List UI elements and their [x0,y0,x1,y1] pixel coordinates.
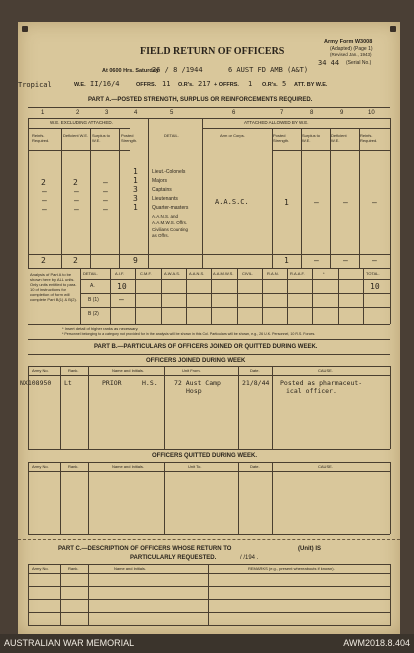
rule [164,462,165,534]
header-detail: DETAIL. [164,133,179,138]
rule [262,268,263,324]
posted-strength-value: 1 [133,176,138,185]
ors-attached-count: 5 [282,80,287,88]
total-reinfs-attached: – [372,256,377,265]
joined-col-unit-from: Unit From. [182,368,201,373]
rule [272,366,273,449]
rule [28,118,29,268]
footnote-personnel-category: * Personnel belonging to a category not provided for in the analysis will be shown in this Col. Particulars will be shown, e.g., 26 U.K. Personnel, 10 R.S. Forces. [62,332,316,336]
header-surplus-we: Surplus to W.E. [92,133,111,143]
rule [359,128,360,268]
total-surplus-attached: – [314,256,319,265]
rule [90,128,91,268]
rule [238,366,239,449]
rule [60,564,61,626]
joined-col-army-no: Army No. [32,368,49,373]
rule [28,254,390,255]
analysis-col-ran: R.A.N. [267,271,279,276]
arm-or-corps-value: A.A.S.C. [215,198,249,206]
detail-as-offrs: as Offrs. [152,233,169,238]
posted-strength-value: 1 [133,167,138,176]
analysis-col-civil: CIVIL. [242,271,254,276]
reinfs-required-value: – [42,205,47,214]
part-c-unit-is: (Unit) IS [298,546,321,552]
rule [390,268,391,324]
surplus-we-value: – [103,178,108,187]
analysis-row-b2: B (2) [88,311,99,317]
col-number-7: 7 [280,110,284,116]
joined-cause-cont: ical officer. [286,387,337,395]
offrs-label: OFFRS. [136,82,157,88]
analysis-col-aif: A.I.F. [115,271,125,276]
header-deficient-we: Deficient W.E. [63,133,89,138]
reinfs-required-value: – [42,187,47,196]
surplus-we-value: – [103,187,108,196]
analysis-note: Analysis of Part A to be shown here by ALL units. Only units entitled to para. 10 of instructions for completion of form will complete Part B(1) & B(2). [30,272,77,302]
rule [28,462,390,463]
adapted-note: (Adapted) (Page 1) [330,46,373,52]
rule [28,599,390,600]
rule [28,534,390,535]
analysis-col-cmf: C.M.F. [140,271,152,276]
detail-aans: A.A.N.S. and [152,214,179,219]
reinfs-required-value: 2 [41,178,46,187]
rule [61,128,62,268]
rule [390,118,391,268]
rule [164,366,165,449]
offrs-attached-label: + OFFRS. [214,82,239,88]
detail-majors: Majors [152,178,168,184]
analysis-col-aamws: A.A.M.W.S. [213,271,234,276]
offrs-attached-count: 1 [248,80,253,88]
detail-aamws: A.A.M.W.S. Offrs. [152,220,188,225]
header-posted-strength: Posted Strength. [121,133,138,143]
deficient-we-value: – [74,187,79,196]
rule [135,268,136,324]
analysis-col-total: TOTAL. [366,271,380,276]
quitted-title: OFFICERS QUITTED DURING WEEK. [152,453,257,459]
col-number-6: 6 [232,110,236,116]
serial-number-value: 34 44 [318,59,340,67]
posted-strength-attached-value: 1 [284,198,289,207]
part-c-heading: PART C.—DESCRIPTION OF OFFICERS WHOSE RETURN TO [58,546,232,552]
rule [28,471,390,472]
header-reinfs-required: Reinfs. Required. [32,133,50,143]
rule [28,612,390,613]
rule [338,268,339,324]
part-b-heading: PART B.—PARTICULARS OF OFFICERS JOINED OR QUITTED DURING WEEK. [94,344,318,350]
analysis-col-aans: A.A.N.S. [189,271,205,276]
att-by-we-label: ATT. BY W.E. [294,82,328,88]
analysis-row-a: A. [90,283,95,289]
analysis-aif-value: 10 [117,282,127,291]
ors-label: O.R's. [178,82,194,88]
joined-unit-from-cont: Hosp [186,387,202,395]
rule [28,354,390,355]
quitted-col-cause: CAUSE. [318,464,333,469]
staple-mark [22,26,28,32]
rule [28,573,390,574]
rule [28,564,390,565]
serial-number-label: (Serial No.) [346,60,372,66]
army-form-number: Army Form W3008 [324,39,373,45]
surplus-we-value: – [103,205,108,214]
analysis-col-raaf: R.A.A.F. [290,271,305,276]
rule [88,366,89,449]
rule [28,150,130,151]
rule [28,366,390,367]
part-c-particularly-requested: PARTICULARLY REQUESTED. [130,555,217,561]
reinfs-required-value: – [42,196,47,205]
rule [208,564,209,626]
we-excluding-attached: W.E. EXCLUDING ATTACHED. [50,120,113,125]
part-c-col-rank: Rank. [68,566,79,571]
rule [80,293,390,294]
joined-col-rank: Rank. [68,368,79,373]
rule [202,118,203,268]
detail-civilians: Civilians Counting [152,227,189,232]
rule [238,462,239,534]
joined-col-date: Date. [250,368,260,373]
we-reference: II/16/4 [90,80,120,88]
analysis-row-b1: B (1) [88,297,99,303]
rule [28,625,390,626]
rule [119,128,120,268]
col-number-8: 8 [310,110,314,116]
at-hours-line: At 0600 Hrs. Saturday [102,68,159,74]
total-posted-attached: 1 [284,256,289,265]
part-c-col-name: Name and Initials. [114,566,147,571]
quitted-col-army-no: Army No. [32,464,49,469]
col-number-3: 3 [105,110,109,116]
tear-line [18,539,400,540]
rule [28,268,390,269]
total-posted-strength: 9 [133,256,138,265]
tropical-stamp: Tropical [18,81,52,89]
col-number-4: 4 [134,110,138,116]
ors-attached-label: O.R's. [262,82,278,88]
posted-strength-value: 1 [133,203,138,212]
part-c-col-remarks: REMARKS (e.g., present whereabouts if known). [248,566,335,571]
staple-mark [390,26,396,32]
rule [301,128,302,268]
total-reinfs-required: 2 [41,256,46,265]
analysis-col-awas: A.W.A.S. [164,271,181,276]
deficient-we-value: – [74,196,79,205]
detail-lieut-colonels: Lieut.-Colonels [152,169,186,175]
rule [237,268,238,324]
revised-note: (Revised Jan., 1943) [330,52,372,57]
rule [110,268,111,324]
col-number-10: 10 [368,110,375,116]
quitted-col-name: Name and Initials. [112,464,145,469]
deficient-we-value: 2 [73,178,78,187]
posted-strength-value: 3 [133,185,138,194]
quitted-col-unit-to: Unit To. [188,464,202,469]
rule [363,268,364,324]
header-arm-or-corps: Arm or Corps. [220,133,245,138]
surplus-attached-value: – [314,198,319,207]
col-number-5: 5 [170,110,174,116]
rule [80,268,81,324]
rule [28,118,390,119]
rule [28,449,390,450]
rule [390,366,391,449]
rule [88,564,89,626]
rule [60,462,61,534]
joined-col-name: Name and Initials. [112,368,145,373]
rule [330,128,331,268]
total-deficient-attached: – [343,256,348,265]
joined-initials: H.S. [142,379,158,387]
rule [272,462,273,534]
joined-unit-from: 72 Aust Camp [174,379,221,387]
rule [28,107,390,108]
joined-rank: Lt [64,379,72,387]
rule [272,128,273,268]
rule [202,128,390,129]
surplus-we-value: – [103,196,108,205]
joined-name: PRIOR [102,379,122,387]
rule [88,462,89,534]
offrs-count: 11 [162,80,171,88]
ors-count: 217 [198,80,211,88]
footnote-higher-ranks: * Insert detail of higher ranks as necessary. [62,326,139,331]
we-label: W.E. [74,82,86,88]
rule [312,268,313,324]
rule [28,564,29,626]
analysis-total-value: 10 [370,282,380,291]
detail-quarter-masters: Quarter-masters [152,205,189,211]
col-number-1: 1 [41,110,45,116]
deficient-we-value: – [74,205,79,214]
rule [161,268,162,324]
header-deficient-attached: Deficient W.E. [331,133,347,143]
detail-captains: Captains [152,187,172,193]
joined-cause: Posted as pharmaceut- [280,379,363,387]
rule [60,366,61,449]
unit-name: 6 AUST FD AMB (A&T) [228,66,309,74]
rule [80,307,390,308]
quitted-col-date: Date. [250,464,260,469]
joined-army-no: NX108950 [20,379,52,387]
accession-number: AWM2018.8.404 [343,638,410,648]
form-title: FIELD RETURN OF OFFICERS [140,46,285,57]
analysis-b1-value: – [119,295,124,304]
posted-strength-value: 3 [133,194,138,203]
reinfs-attached-value: – [372,198,377,207]
joined-title: OFFICERS JOINED DURING WEEK [146,358,246,364]
rule [186,268,187,324]
part-a-heading: PART A.—POSTED STRENGTH, SURPLUS OR REINFORCEMENTS REQUIRED. [88,97,313,103]
archive-footer [0,634,414,653]
return-date: 26 / 8 /1944 [152,66,203,74]
col-number-9: 9 [340,110,344,116]
header-posted-strength-attached: Posted Strength. [273,133,290,143]
quitted-col-rank: Rank. [68,464,79,469]
archive-name: AUSTRALIAN WAR MEMORIAL [4,638,135,648]
col-number-2: 2 [76,110,80,116]
field-return-form [18,22,400,634]
header-reinfs-attached: Reinfs. Required. [360,133,378,143]
rule [390,462,391,534]
rule [28,339,390,340]
part-c-col-army-no: Army No. [32,566,49,571]
rule [148,118,149,268]
rule [28,375,390,376]
rule [80,279,390,280]
rule [28,586,390,587]
joined-col-cause: CAUSE. [318,368,333,373]
rule [287,268,288,324]
total-deficient: 2 [73,256,78,265]
rule [28,462,29,534]
rule [211,268,212,324]
rule [390,564,391,626]
rule [28,324,390,325]
deficient-attached-value: – [343,198,348,207]
detail-lieutenants: Lieutenants [152,196,178,202]
part-c-date-blank: / /194 . [240,555,259,561]
rule [28,128,130,129]
joined-date: 21/8/44 [242,379,270,387]
analysis-col-detail: DETAIL. [83,271,98,276]
header-surplus-attached: Surplus to W.E. [302,133,321,143]
rule [272,150,390,151]
attached-allowed-by-we: ATTACHED ALLOWED BY W.E. [244,120,309,125]
analysis-col-other: * [323,271,325,276]
